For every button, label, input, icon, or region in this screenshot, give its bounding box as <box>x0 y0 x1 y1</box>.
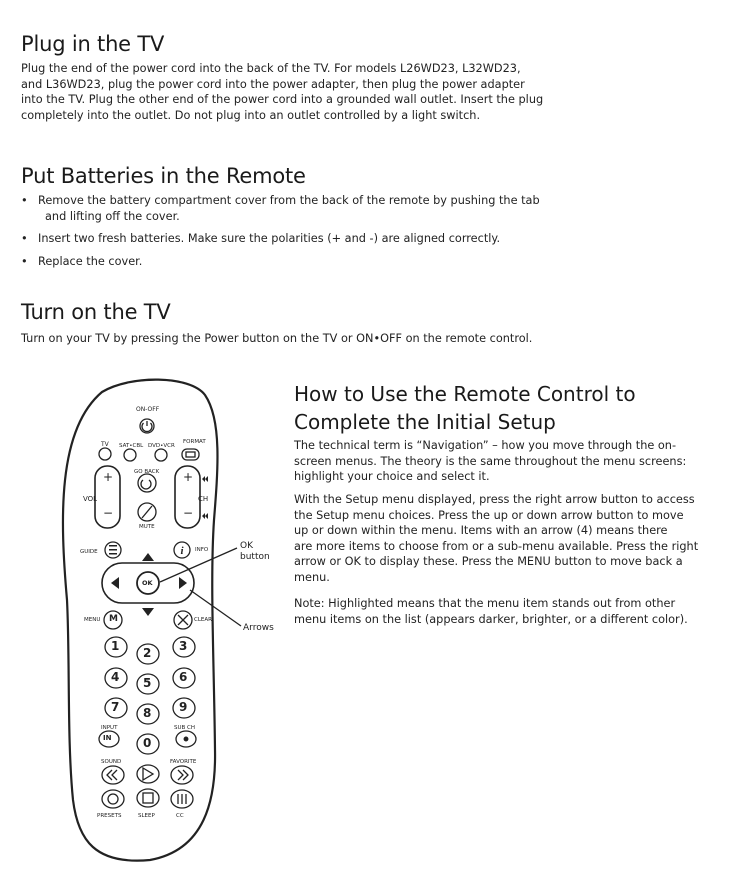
setup-title-line: How to Use the Remote Control to <box>294 382 636 406</box>
arrows-callout: Arrows <box>243 623 274 633</box>
plug-line: into the TV. Plug the other end of the power cord into a grounded wall outlet. Insert the plug <box>21 93 544 106</box>
digit-label: 6 <box>179 670 188 684</box>
setup-line: arrow or OK to display these. Press the MENU button to move back a <box>294 555 683 568</box>
digit-label: 2 <box>143 646 152 660</box>
setup-line: Note: Highlighted means that the menu item stands out from other <box>294 597 676 610</box>
label-cc: CC <box>176 813 184 819</box>
digit-label: 7 <box>111 700 120 714</box>
plug-line: Plug the end of the power cord into the back of the TV. For models L26WD23, L32WD23, <box>21 62 521 75</box>
label-dvdvcr: DVD•VCR <box>148 443 175 449</box>
bullet-text: Insert two fresh batteries. Make sure the polarities (+ and -) are aligned correctly. <box>38 232 501 245</box>
ch-plus: + <box>183 470 194 484</box>
label-vol: VOL <box>83 495 98 503</box>
setup-line: menu. <box>294 570 330 584</box>
label-sleep: SLEEP <box>138 813 155 819</box>
vol-plus: + <box>103 470 114 484</box>
label-clear: CLEAR <box>194 617 212 623</box>
setup-title-line: Complete the Initial Setup <box>294 410 556 434</box>
setup-line: With the Setup menu displayed, press the right arrow button to access <box>294 493 695 506</box>
digit-label: 0 <box>143 736 152 750</box>
digit-label: 5 <box>143 676 152 690</box>
setup-line: up or down within the menu. Items with an arrow (4) means there <box>294 524 668 537</box>
label-subch: SUB CH <box>174 725 196 731</box>
digit-label: 3 <box>179 639 188 653</box>
label-tv: TV <box>101 441 109 448</box>
label-favorite: FAVORITE <box>170 759 197 765</box>
digit-label: 8 <box>143 706 152 720</box>
info-icon: i <box>180 545 184 557</box>
label-onoff: ON-OFF <box>136 406 160 413</box>
digit-label: 1 <box>111 639 120 653</box>
digit-label: 9 <box>179 700 188 714</box>
setup-line: menu items on the list (appears darker, brighter, or a different color). <box>294 612 688 626</box>
setup-line: are more items to choose from or a sub-menu available. Press the right <box>294 539 699 553</box>
ch-minus: − <box>183 506 194 520</box>
turnon-line: Turn on your TV by pressing the Power button on the TV or ON•OFF on the remote control. <box>21 332 533 345</box>
menu-m-glyph: M <box>109 614 118 624</box>
label-ok: OK <box>142 579 153 587</box>
label-info: INFO <box>195 547 209 553</box>
label-presets: PRESETS <box>97 813 122 819</box>
ok-callout-line: button <box>240 552 270 562</box>
label-input: INPUT <box>101 725 118 731</box>
setup-line: The technical term is “Navigation” – how you move through the on- <box>294 439 677 452</box>
plug-line: and L36WD23, plug the power cord into the power adapter, then plug the power adapter <box>21 77 525 91</box>
bullet-mark: • <box>21 194 28 207</box>
ok-callout-line: OK <box>240 541 253 551</box>
label-menu: MENU <box>84 617 101 623</box>
digit-label: 4 <box>111 670 120 684</box>
bullet-text: Replace the cover. <box>38 255 143 268</box>
bullet-text: Remove the battery compartment cover from the back of the remote by pushing the tab <box>38 194 540 207</box>
bullet-mark: • <box>21 255 28 268</box>
plug-title: Plug in the TV <box>21 32 165 56</box>
bullet-mark: • <box>21 232 28 245</box>
label-format: FORMAT <box>183 439 206 445</box>
label-sound: SOUND <box>101 759 122 765</box>
label-satcbl: SAT•CBL <box>119 443 144 449</box>
vol-minus: − <box>103 506 114 520</box>
label-mute: MUTE <box>139 524 155 530</box>
bullet-text: and lifting off the cover. <box>45 209 180 223</box>
setup-line: screen menus. The theory is the same throughout the menu screens: <box>294 454 687 468</box>
setup-line: the Setup menu choices. Press the up or down arrow button to move <box>294 508 684 522</box>
setup-line: highlight your choice and select it. <box>294 470 490 483</box>
label-ch: CH <box>198 495 209 503</box>
label-guide: GUIDE <box>80 549 98 555</box>
input-in-glyph: IN <box>103 734 112 742</box>
batteries-title: Put Batteries in the Remote <box>21 164 306 188</box>
turnon-title: Turn on the TV <box>21 300 171 324</box>
plug-line: completely into the outlet. Do not plug into an outlet controlled by a light switch. <box>21 108 481 122</box>
label-goback: GO BACK <box>134 469 160 475</box>
